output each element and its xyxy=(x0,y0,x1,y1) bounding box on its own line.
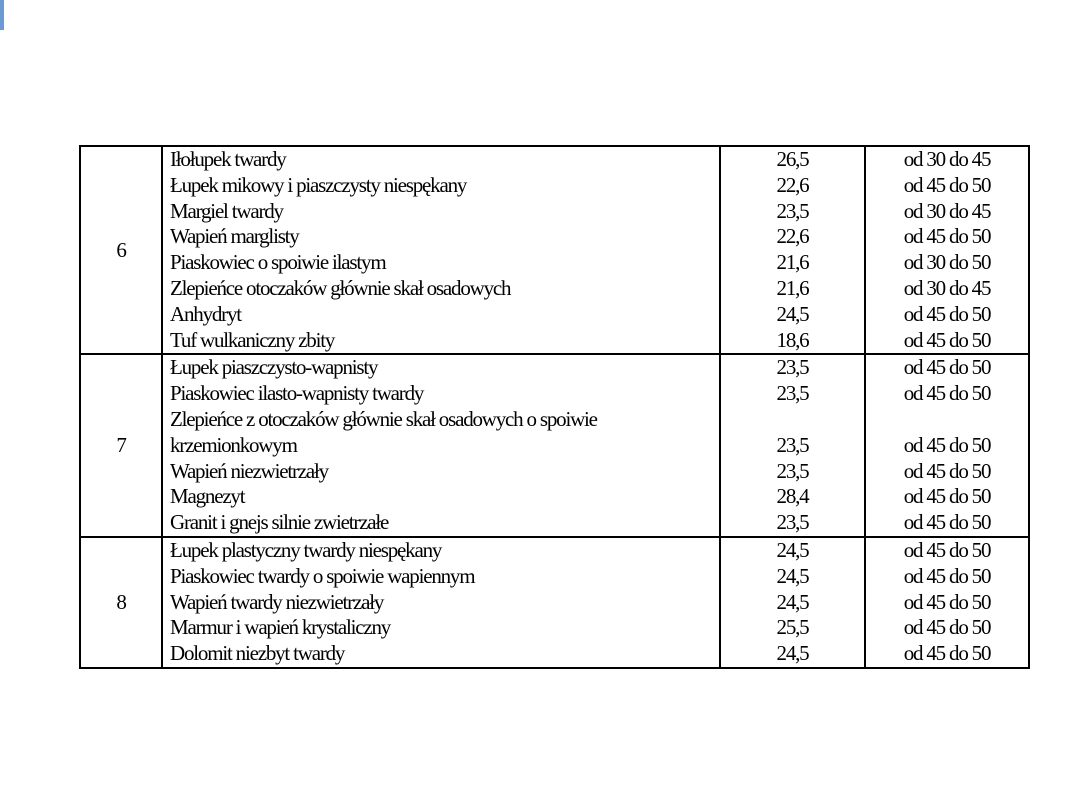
rock-value: 21,6 xyxy=(776,250,809,275)
rock-name: Wapień marglisty xyxy=(170,224,299,249)
rock-range: od 45 do 50 xyxy=(903,381,991,406)
rock-range: od 30 do 45 xyxy=(903,198,991,223)
group-number-cell: 7 xyxy=(80,354,162,537)
rock-range-column xyxy=(865,146,1029,354)
rock-value: 22,6 xyxy=(776,224,809,249)
rock-value: 23,5 xyxy=(776,198,809,223)
rock-name: Dolomit niezbyt twardy xyxy=(170,641,345,666)
rock-range: od 45 do 50 xyxy=(903,172,991,197)
rock-range: od 45 do 50 xyxy=(903,537,991,562)
rock-range xyxy=(866,407,1028,433)
rock-value-column xyxy=(720,146,865,354)
rock-classification-table xyxy=(79,145,1030,669)
rock-range: od 45 do 50 xyxy=(903,458,991,483)
rock-range: od 45 do 50 xyxy=(903,641,991,666)
rock-value: 23,5 xyxy=(776,355,809,380)
rock-value: 24,5 xyxy=(776,589,809,614)
rock-value: 23,5 xyxy=(776,458,809,483)
rock-name: Iłołupek twardy xyxy=(170,147,286,171)
rock-name: Piaskowiec o spoiwie ilastym xyxy=(170,250,386,275)
rock-range: od 45 do 50 xyxy=(903,301,991,326)
rock-value-column xyxy=(720,354,865,537)
rock-range: od 45 do 50 xyxy=(903,224,991,249)
rock-name: Tuf wulkaniczny zbity xyxy=(170,327,335,352)
rock-name: Anhydryt xyxy=(170,301,241,326)
rock-range: od 45 do 50 xyxy=(903,615,991,640)
rock-name: Granit i gnejs silnie zwietrzałe xyxy=(170,510,389,535)
rock-range-column xyxy=(865,537,1029,668)
rock-value: 26,5 xyxy=(776,147,809,171)
rock-name: Zlepieńce otoczaków głównie skał osadowych xyxy=(170,275,511,300)
rock-name: Marmur i wapień krystaliczny xyxy=(170,615,391,640)
rock-name: Wapień niezwietrzały xyxy=(170,458,328,483)
rock-name: Piaskowiec ilasto-wapnisty twardy xyxy=(170,381,424,406)
rock-value: 24,5 xyxy=(776,641,809,666)
rock-value: 22,6 xyxy=(776,172,809,197)
table-row-group-7 xyxy=(80,354,1029,537)
group-number-cell: 6 xyxy=(80,146,162,354)
rock-name: Łupek mikowy i piaszczysty niespękany xyxy=(170,172,467,197)
rock-value: 23,5 xyxy=(776,432,809,457)
rock-name-column xyxy=(162,354,720,537)
rock-value: 21,6 xyxy=(776,275,809,300)
rock-range: od 45 do 50 xyxy=(903,355,991,380)
rock-value: 18,6 xyxy=(776,327,809,352)
rock-name: Piaskowiec twardy o spoiwie wapiennym xyxy=(170,563,475,588)
group-number-cell: 8 xyxy=(80,537,162,668)
rock-range: od 45 do 50 xyxy=(903,510,991,535)
rock-value-column xyxy=(720,537,865,668)
rock-name: Margiel twardy xyxy=(170,198,283,223)
rock-value: 24,5 xyxy=(776,563,809,588)
rock-name: krzemionkowym xyxy=(170,432,297,457)
rock-value: 24,5 xyxy=(776,537,809,562)
rock-range: od 45 do 50 xyxy=(903,327,991,352)
rock-range: od 45 do 50 xyxy=(903,484,991,509)
slide-accent-bar xyxy=(0,0,4,30)
table-row-group-6 xyxy=(80,146,1029,354)
table-row-group-8 xyxy=(80,537,1029,668)
rock-value xyxy=(721,407,864,433)
rock-name: Łupek plastyczny twardy niespękany xyxy=(170,537,442,562)
rock-name-column xyxy=(162,537,720,668)
rock-name: Wapień twardy niezwietrzały xyxy=(170,589,384,614)
rock-name-column xyxy=(162,146,720,354)
rock-range: od 45 do 50 xyxy=(903,589,991,614)
rock-range: od 45 do 50 xyxy=(903,432,991,457)
rock-value: 23,5 xyxy=(776,381,809,406)
rock-name: Magnezyt xyxy=(170,484,245,509)
rock-name: Łupek piaszczysto-wapnisty xyxy=(170,355,378,380)
rock-value: 25,5 xyxy=(776,615,809,640)
rock-value: 23,5 xyxy=(776,510,809,535)
rock-range: od 30 do 45 xyxy=(903,147,991,171)
rock-range: od 45 do 50 xyxy=(903,563,991,588)
rock-value: 28,4 xyxy=(776,484,809,509)
rock-range: od 30 do 50 xyxy=(903,250,991,275)
rock-range: od 30 do 45 xyxy=(903,275,991,300)
rock-range-column xyxy=(865,354,1029,537)
rock-name: Zlepieńce z otoczaków głównie skał osadowych o spoiwie xyxy=(170,406,597,431)
rock-value: 24,5 xyxy=(776,301,809,326)
